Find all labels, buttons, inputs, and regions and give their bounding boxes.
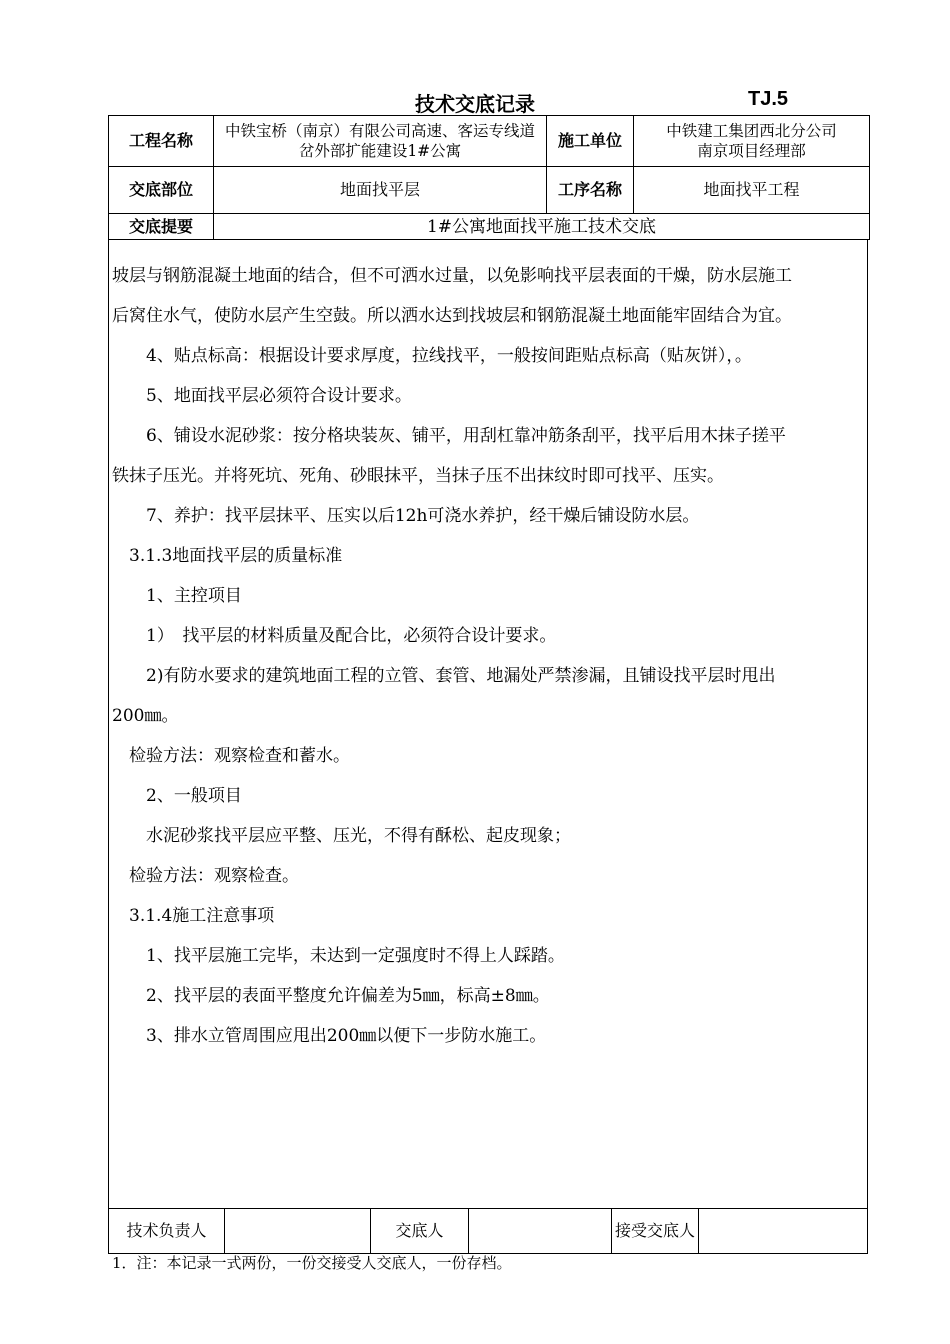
discloser-signature: [468, 1208, 612, 1254]
content-line: 5、地面找平层必须符合设计要求。: [112, 386, 412, 406]
footer-note: 1．注：本记录一式两份，一份交接受人交底人，一份存档。: [112, 1254, 512, 1272]
content-line: 7、养护：找平层抹平、压实以后12h可浇水养护，经干燥后铺设防水层。: [112, 506, 700, 526]
content-line: 水泥砂浆找平层应平整、压光，不得有酥松、起皮现象；: [112, 826, 571, 846]
content-line: 1、主控项目: [112, 586, 242, 606]
content-line: 3.1.3地面找平层的质量标准: [112, 546, 343, 566]
location-label: 交底部位: [108, 166, 214, 214]
content-line: 坡层与钢筋混凝土地面的结合，但不可洒水过量，以免影响找平层表面的干燥，防水层施工: [112, 266, 792, 286]
summary-label: 交底提要: [108, 213, 214, 240]
receiver-label: 接受交底人: [611, 1208, 699, 1254]
contractor-value: [633, 115, 870, 167]
disclosure-content: [112, 256, 864, 1056]
content-line: 2、找平层的表面平整度允许偏差为5㎜，标高±8㎜。: [112, 986, 550, 1006]
receiver-signature: [698, 1208, 868, 1254]
content-line: 6、铺设水泥砂浆：按分格块装灰、铺平，用刮杠靠冲筋条刮平，找平后用木抹子搓平: [112, 426, 786, 446]
tech-lead-signature: [224, 1208, 371, 1254]
content-line: 1） 找平层的材料质量及配合比，必须符合设计要求。: [112, 626, 557, 646]
content-line: 2、一般项目: [112, 786, 242, 806]
contractor-value-line-2: 南京项目经理部: [697, 142, 806, 160]
contractor-label: 施工单位: [546, 115, 634, 167]
summary-value: 1#公寓地面找平施工技术交底: [213, 213, 870, 240]
project-name-label: 工程名称: [108, 115, 214, 167]
project-name-value: 中铁宝桥（南京）有限公司高速、客运专线道岔外部扩能建设1#公寓: [213, 115, 547, 167]
document-code: TJ.5: [748, 88, 789, 110]
content-line: 检验方法：观察检查。: [112, 866, 299, 886]
content-line: 3.1.4施工注意事项: [112, 906, 275, 926]
content-line: 铁抹子压光。并将死坑、死角、砂眼抹平，当抹子压不出抹纹时即可找平、压实。: [112, 466, 724, 486]
location-value: 地面找平层: [213, 166, 547, 214]
process-value: 地面找平工程: [633, 166, 870, 214]
content-line: 检验方法：观察检查和蓄水。: [112, 746, 350, 766]
content-line: 200㎜。: [112, 706, 179, 726]
document-title: 技术交底记录: [415, 92, 535, 116]
contractor-value-line-1: 中铁建工集团西北分公司: [666, 122, 837, 140]
process-label: 工序名称: [546, 166, 634, 214]
content-line: 3、排水立管周围应甩出200㎜以便下一步防水施工。: [112, 1026, 547, 1046]
content-line: 4、贴点标高：根据设计要求厚度，拉线找平，一般按间距贴点标高（贴灰饼），。: [112, 346, 752, 366]
content-line: 2)有防水要求的建筑地面工程的立管、套管、地漏处严禁渗漏，且铺设找平层时甩出: [112, 666, 776, 686]
discloser-label: 交底人: [370, 1208, 469, 1254]
tech-lead-label: 技术负责人: [108, 1208, 225, 1254]
content-line: 1、找平层施工完毕，未达到一定强度时不得上人踩踏。: [112, 946, 565, 966]
content-line: 后窝住水气，使防水层产生空鼓。所以洒水达到找坡层和钢筋混凝土地面能牢固结合为宜。: [112, 306, 792, 326]
